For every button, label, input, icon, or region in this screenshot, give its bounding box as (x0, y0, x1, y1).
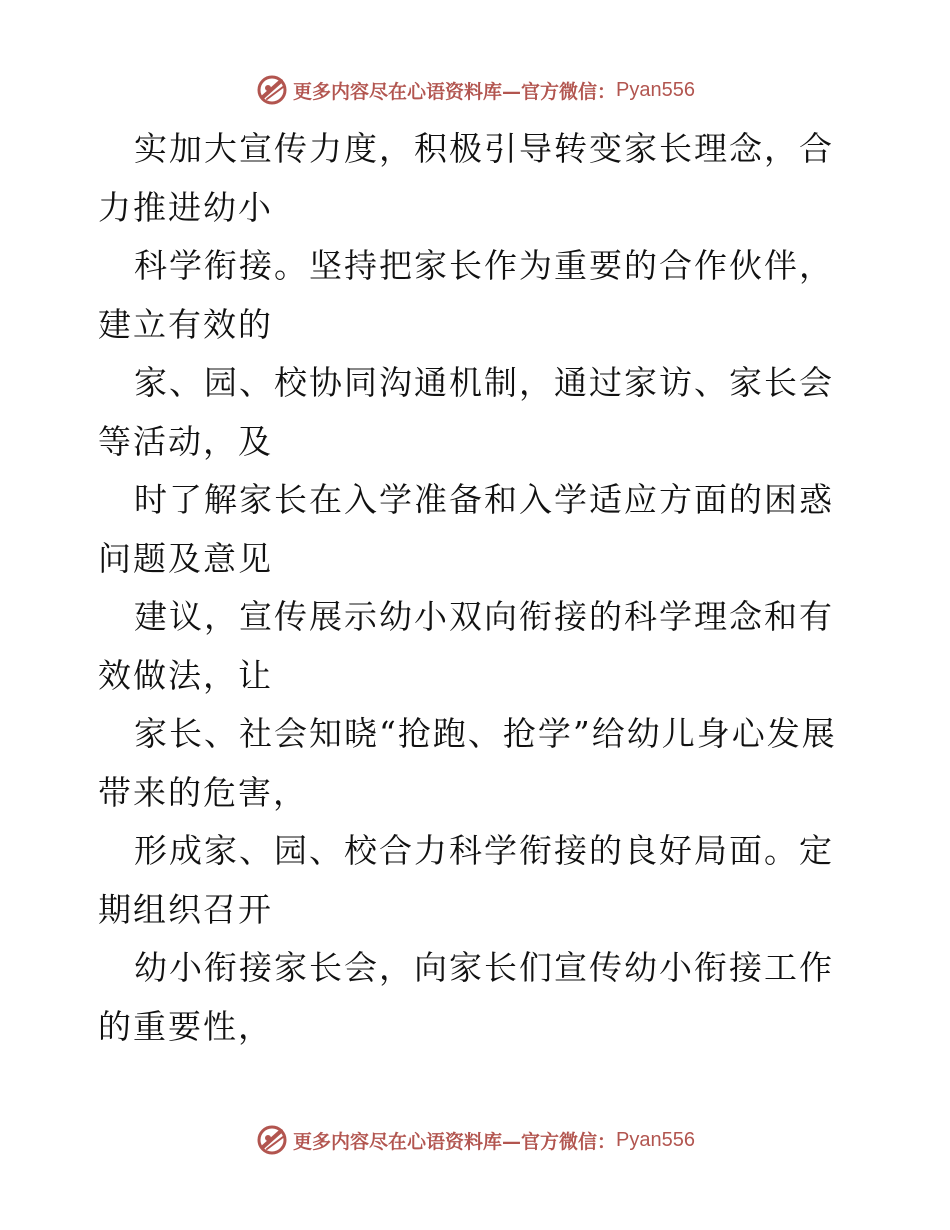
header-banner-id: Pyan556 (616, 78, 695, 101)
footer-banner-text: 更多内容尽在心语资料库—官方微信： (293, 1130, 617, 1153)
footer-banner (0, 1120, 950, 1160)
paragraph: 时了解家长在入学准备和入学适应方面的困惑问题及意见 (98, 480, 834, 578)
paragraph: 幼小衔接家长会，向家长们宣传幼小衔接工作的重要性， (98, 948, 834, 1046)
document-body (98, 120, 858, 1056)
header-banner (0, 70, 950, 110)
paragraph: 实加大宣传力度，积极引导转变家长理念，合力推进幼小 (98, 129, 834, 227)
paragraph: 家长、社会知晓“抢跑、抢学”给幼儿身心发展带来的危害， (98, 714, 837, 812)
paragraph: 形成家、园、校合力科学衔接的良好局面。定期组织召开 (98, 831, 834, 929)
paragraph: 建议，宣传展示幼小双向衔接的科学理念和有效做法，让 (98, 597, 834, 695)
header-banner-text: 更多内容尽在心语资料库—官方微信： (293, 80, 617, 103)
footer-banner-id: Pyan556 (616, 1128, 695, 1151)
brand-logo-icon (255, 73, 289, 107)
paragraph: 家、园、校协同沟通机制，通过家访、家长会等活动，及 (98, 363, 834, 461)
brand-logo-icon (255, 1123, 289, 1157)
paragraph: 科学衔接。坚持把家长作为重要的合作伙伴，建立有效的 (98, 246, 834, 344)
